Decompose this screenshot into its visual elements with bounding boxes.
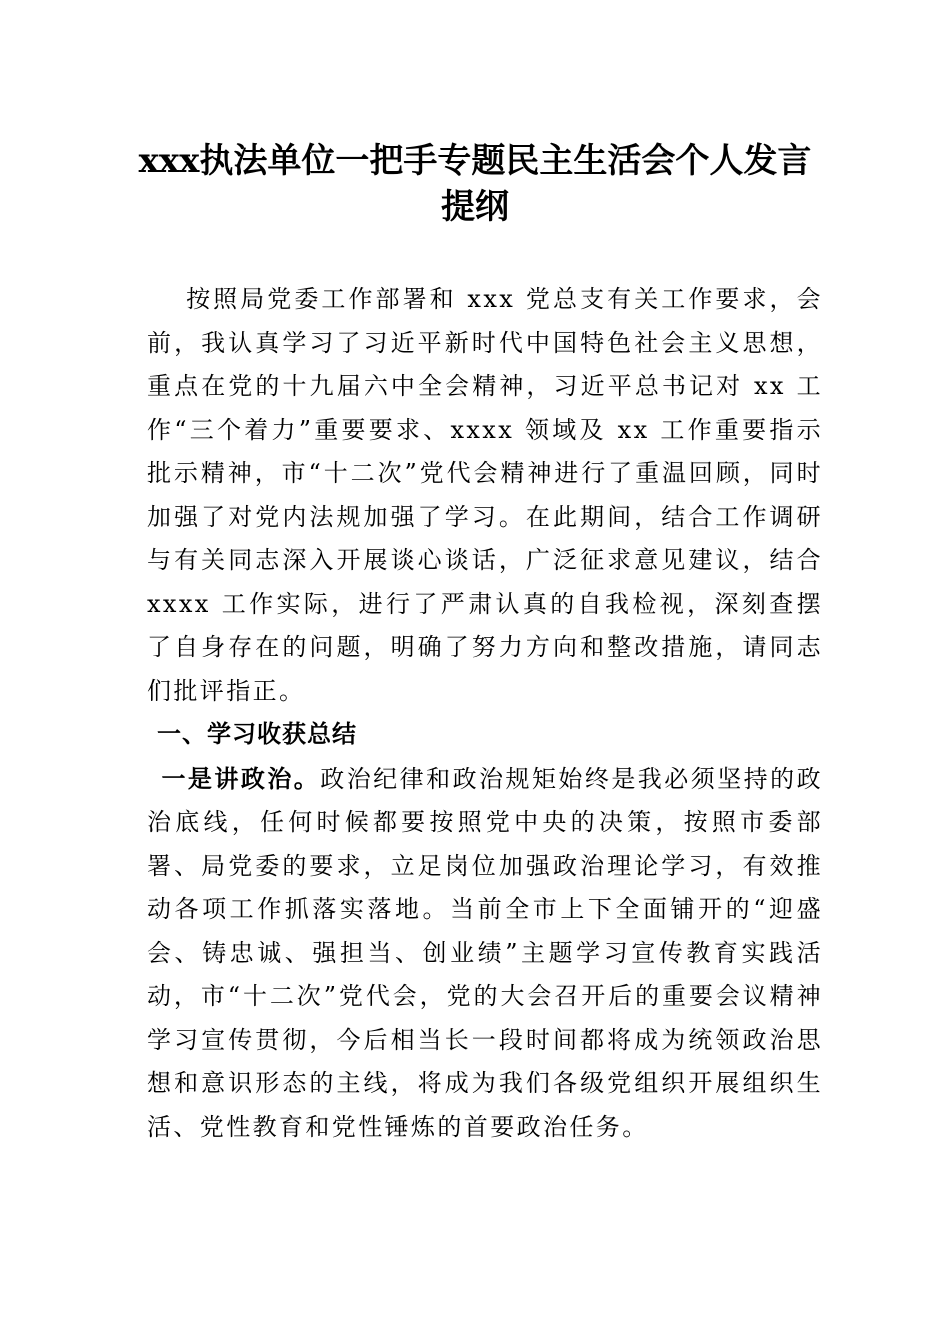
section1-point1-paragraph xyxy=(147,757,823,1150)
intro-text: 按照局党委工作部署和 xxx 党总支有关工作要求，会前，我认真学习了习近平新时代中国特色社会主义思想，重点在党的十九届六中全会精神，习近平总书记对 xx 工作“三个着力”重要要求、xxxx 领域及 xx 工作重要指示批示精神，市“十二次”党代会精神进行了重温回顾，同时加强了对党内法规加强了学习。在此期间，结合工作调研与有关同志深入开展谈心谈话，广泛征求意见建议，结合 xxxx 工作实际，进行了严肃认真的自我检视，深刻查摆了自身存在的问题，明确了努力方向和整改措施，请同志们批评指正。 xyxy=(147,285,823,705)
document-body xyxy=(147,278,823,1149)
title-line-1: xxx执法单位一把手专题民主生活会个人发言 xyxy=(138,141,812,181)
section-heading: 一、学习收获总结 xyxy=(157,720,357,748)
title-line-2: 提纲 xyxy=(441,187,509,227)
intro-paragraph xyxy=(147,278,823,713)
document-title xyxy=(100,138,850,230)
point-lead: 一是讲政治。 xyxy=(161,763,321,793)
point-text: 政治纪律和政治规矩始终是我必须坚持的政治底线，任何时候都要按照党中央的决策，按照市委部署、局党委的要求，立足岗位加强政治理论学习，有效推动各项工作抓落实落地。当前全市上下全面铺开的“迎盛会、铸忠诚、强担当、创业绩”主题学习宣传教育实践活动，市“十二次”党代会，党的大会召开后的重要会议精神学习宣传贯彻，今后相当长一段时间都将成为统领政治思想和意识形态的主线，将成为我们各级党组织开展组织生活、党性教育和党性锤炼的首要政治任务。 xyxy=(147,764,823,1141)
